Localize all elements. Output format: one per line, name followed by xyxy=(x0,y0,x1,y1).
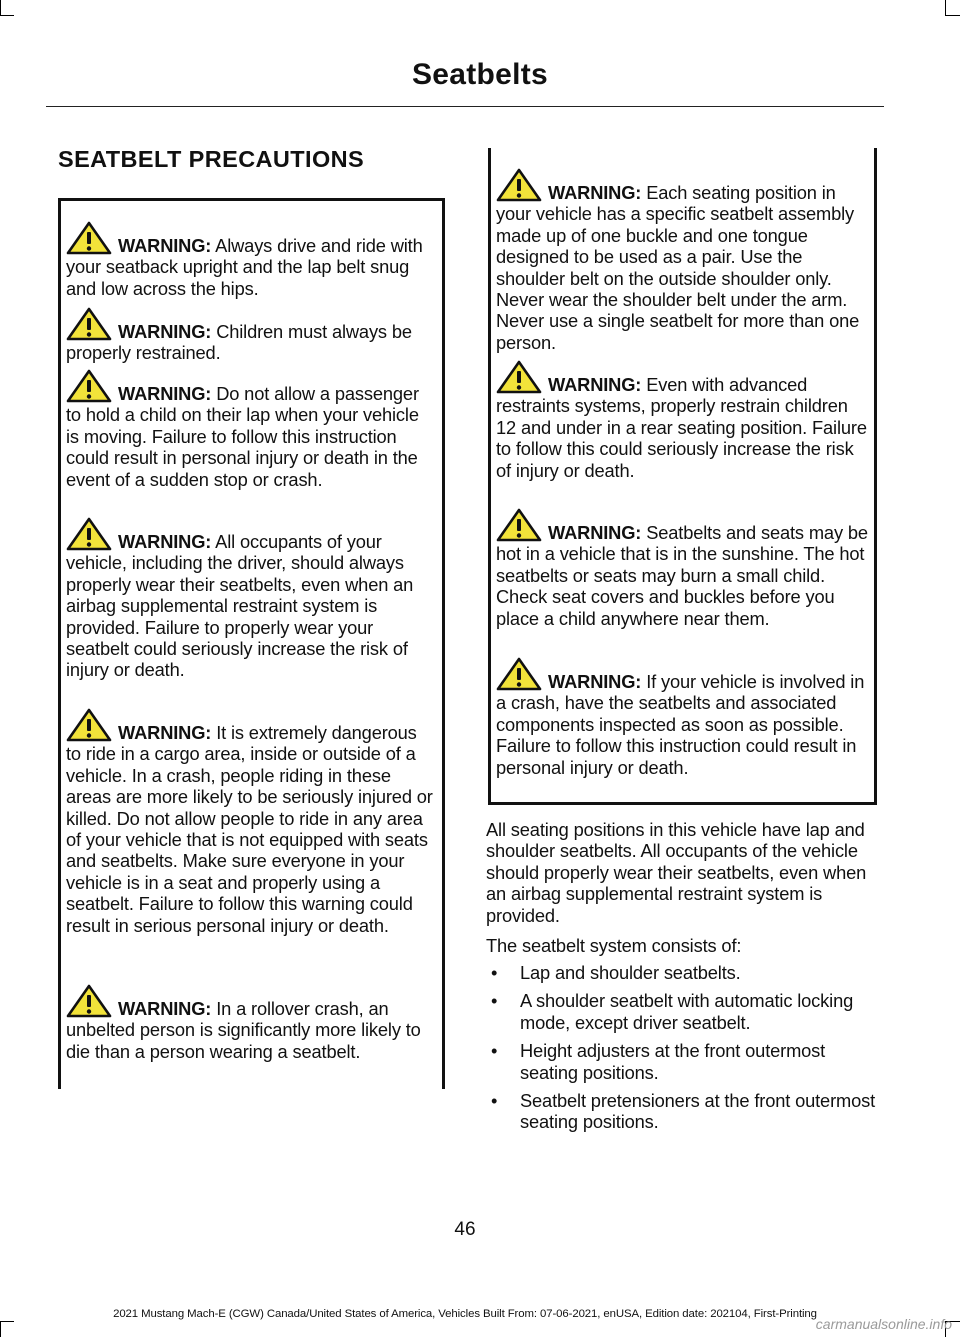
warning-text: Always drive and ride with your seatback upright and the lap belt snug and low across the hips. xyxy=(66,235,423,299)
warning-label: WARNING: xyxy=(118,383,212,404)
page-number: 46 xyxy=(454,1219,476,1240)
bullet-list xyxy=(486,962,880,1140)
list-item-text: Height adjusters at the front outermost seating positions. xyxy=(520,1040,826,1083)
warning-item xyxy=(66,221,436,299)
warning-item xyxy=(496,360,868,481)
crop-mark-top-right xyxy=(945,15,960,16)
warning-text: If your vehicle is involved in a crash, have the seatbelts and associated components inspected as soon as possible. Failure to follow this instruction could result in personal injury or death. xyxy=(496,671,865,778)
warning-text: Children must always be properly restrained. xyxy=(66,321,412,364)
list-item xyxy=(486,1040,880,1083)
warning-item xyxy=(496,168,868,353)
warning-label: WARNING: xyxy=(548,522,642,543)
warning-triangle-icon xyxy=(496,657,542,691)
warning-item xyxy=(66,307,436,364)
bullet-icon: • xyxy=(491,990,498,1012)
warning-label: WARNING: xyxy=(548,671,642,692)
warning-item xyxy=(496,508,868,629)
crop-mark-top-right xyxy=(945,0,946,16)
list-item xyxy=(486,990,880,1033)
right-warning-box xyxy=(488,148,877,805)
warning-label: WARNING: xyxy=(548,374,642,395)
list-item-text: Seatbelt pretensioners at the front outermost seating positions. xyxy=(520,1090,876,1133)
warning-label: WARNING: xyxy=(118,998,212,1019)
list-item xyxy=(486,962,880,983)
warning-triangle-icon xyxy=(66,517,112,551)
page-title: Seatbelts xyxy=(411,58,549,91)
warning-text: In a rollover crash, an unbelted person is significantly more likely to die than a person wearing a seatbelt. xyxy=(66,998,421,1062)
warning-item xyxy=(66,369,436,490)
warning-text: Each seating position in your vehicle has a specific seatbelt assembly made up of one buckle and one tongue designed to be used as a pair. Use the shoulder belt on the outside shoulder only. Never wear the shoulder belt under the arm. Never use a single seatbelt for more than one person. xyxy=(496,182,860,353)
warning-triangle-icon xyxy=(496,508,542,542)
body-paragraph: All seating positions in this vehicle have lap and shoulder seatbelts. All occupants of the vehicle should properly wear their seatbelts, even when an airbag supplemental restraint system is provided. xyxy=(486,819,867,926)
warning-text: Seatbelts and seats may be hot in a vehicle that is in the sunshine. The hot seatbelts or seats may burn a small child. Check seat covers and buckles before you place a child anywhere near them. xyxy=(496,522,868,629)
warning-text: All occupants of your vehicle, including the driver, should always properly wear their seatbelts, even when an airbag supplemental restraint system is provided. Failure to properly wear your seatbelt could seriously increase the risk of injury or death. xyxy=(66,531,414,681)
header-divider xyxy=(46,106,884,107)
watermark: carmanualsonline.info xyxy=(815,1316,952,1332)
warning-triangle-icon xyxy=(496,360,542,394)
left-warning-box xyxy=(58,198,445,1089)
warning-label: WARNING: xyxy=(118,321,212,342)
bullet-icon: • xyxy=(491,1090,498,1112)
crop-mark-bottom-left xyxy=(0,1321,14,1322)
warning-label: WARNING: xyxy=(548,182,642,203)
warning-triangle-icon xyxy=(66,984,112,1018)
warning-item xyxy=(66,517,436,681)
bullet-icon: • xyxy=(491,1040,498,1062)
warning-triangle-icon xyxy=(66,221,112,255)
list-item-text: Lap and shoulder seatbelts. xyxy=(520,962,741,983)
warning-triangle-icon xyxy=(66,307,112,341)
warning-text: Even with advanced restraints systems, properly restrain children 12 and under in a rear seating position. Failure to follow this could seriously increase the risk of injury or death. xyxy=(496,374,867,481)
body-paragraph: The seatbelt system consists of: xyxy=(486,935,742,956)
warning-item xyxy=(66,708,436,936)
crop-mark-bottom-left xyxy=(0,1321,1,1337)
warning-item xyxy=(496,657,868,778)
list-item-text: A shoulder seatbelt with automatic locking mode, except driver seatbelt. xyxy=(520,990,854,1033)
footer-edition-text: 2021 Mustang Mach-E (CGW) Canada/United States of America, Vehicles Built From: 07-06-2021, enUSA, Edition date: 202104, First-Printing xyxy=(113,1308,817,1320)
section-heading: SEATBELT PRECAUTIONS xyxy=(58,146,365,172)
warning-item xyxy=(66,984,436,1062)
warning-triangle-icon xyxy=(496,168,542,202)
crop-mark-top-left xyxy=(0,0,1,16)
crop-mark-top-left xyxy=(0,15,14,16)
warning-text: It is extremely dangerous to ride in a cargo area, inside or outside of a vehicle. In a crash, people riding in these areas are more likely to be seriously injured or killed. Do not allow people to ride in any area of your vehicle that is not equipped with seats and seatbelts. Make sure everyone in your vehicle is in a seat and properly using a seatbelt. Failure to follow this warning could result in serious personal injury or death. xyxy=(66,722,433,936)
warning-label: WARNING: xyxy=(118,235,212,256)
warning-label: WARNING: xyxy=(118,722,212,743)
list-item xyxy=(486,1090,880,1133)
warning-label: WARNING: xyxy=(118,531,212,552)
bullet-icon: • xyxy=(491,962,498,983)
warning-triangle-icon xyxy=(66,369,112,403)
warning-text: Do not allow a passenger to hold a child on their lap when your vehicle is moving. Failure to follow this instruction could result in personal injury or death in the event of a sudden stop or crash. xyxy=(66,383,419,490)
warning-triangle-icon xyxy=(66,708,112,742)
